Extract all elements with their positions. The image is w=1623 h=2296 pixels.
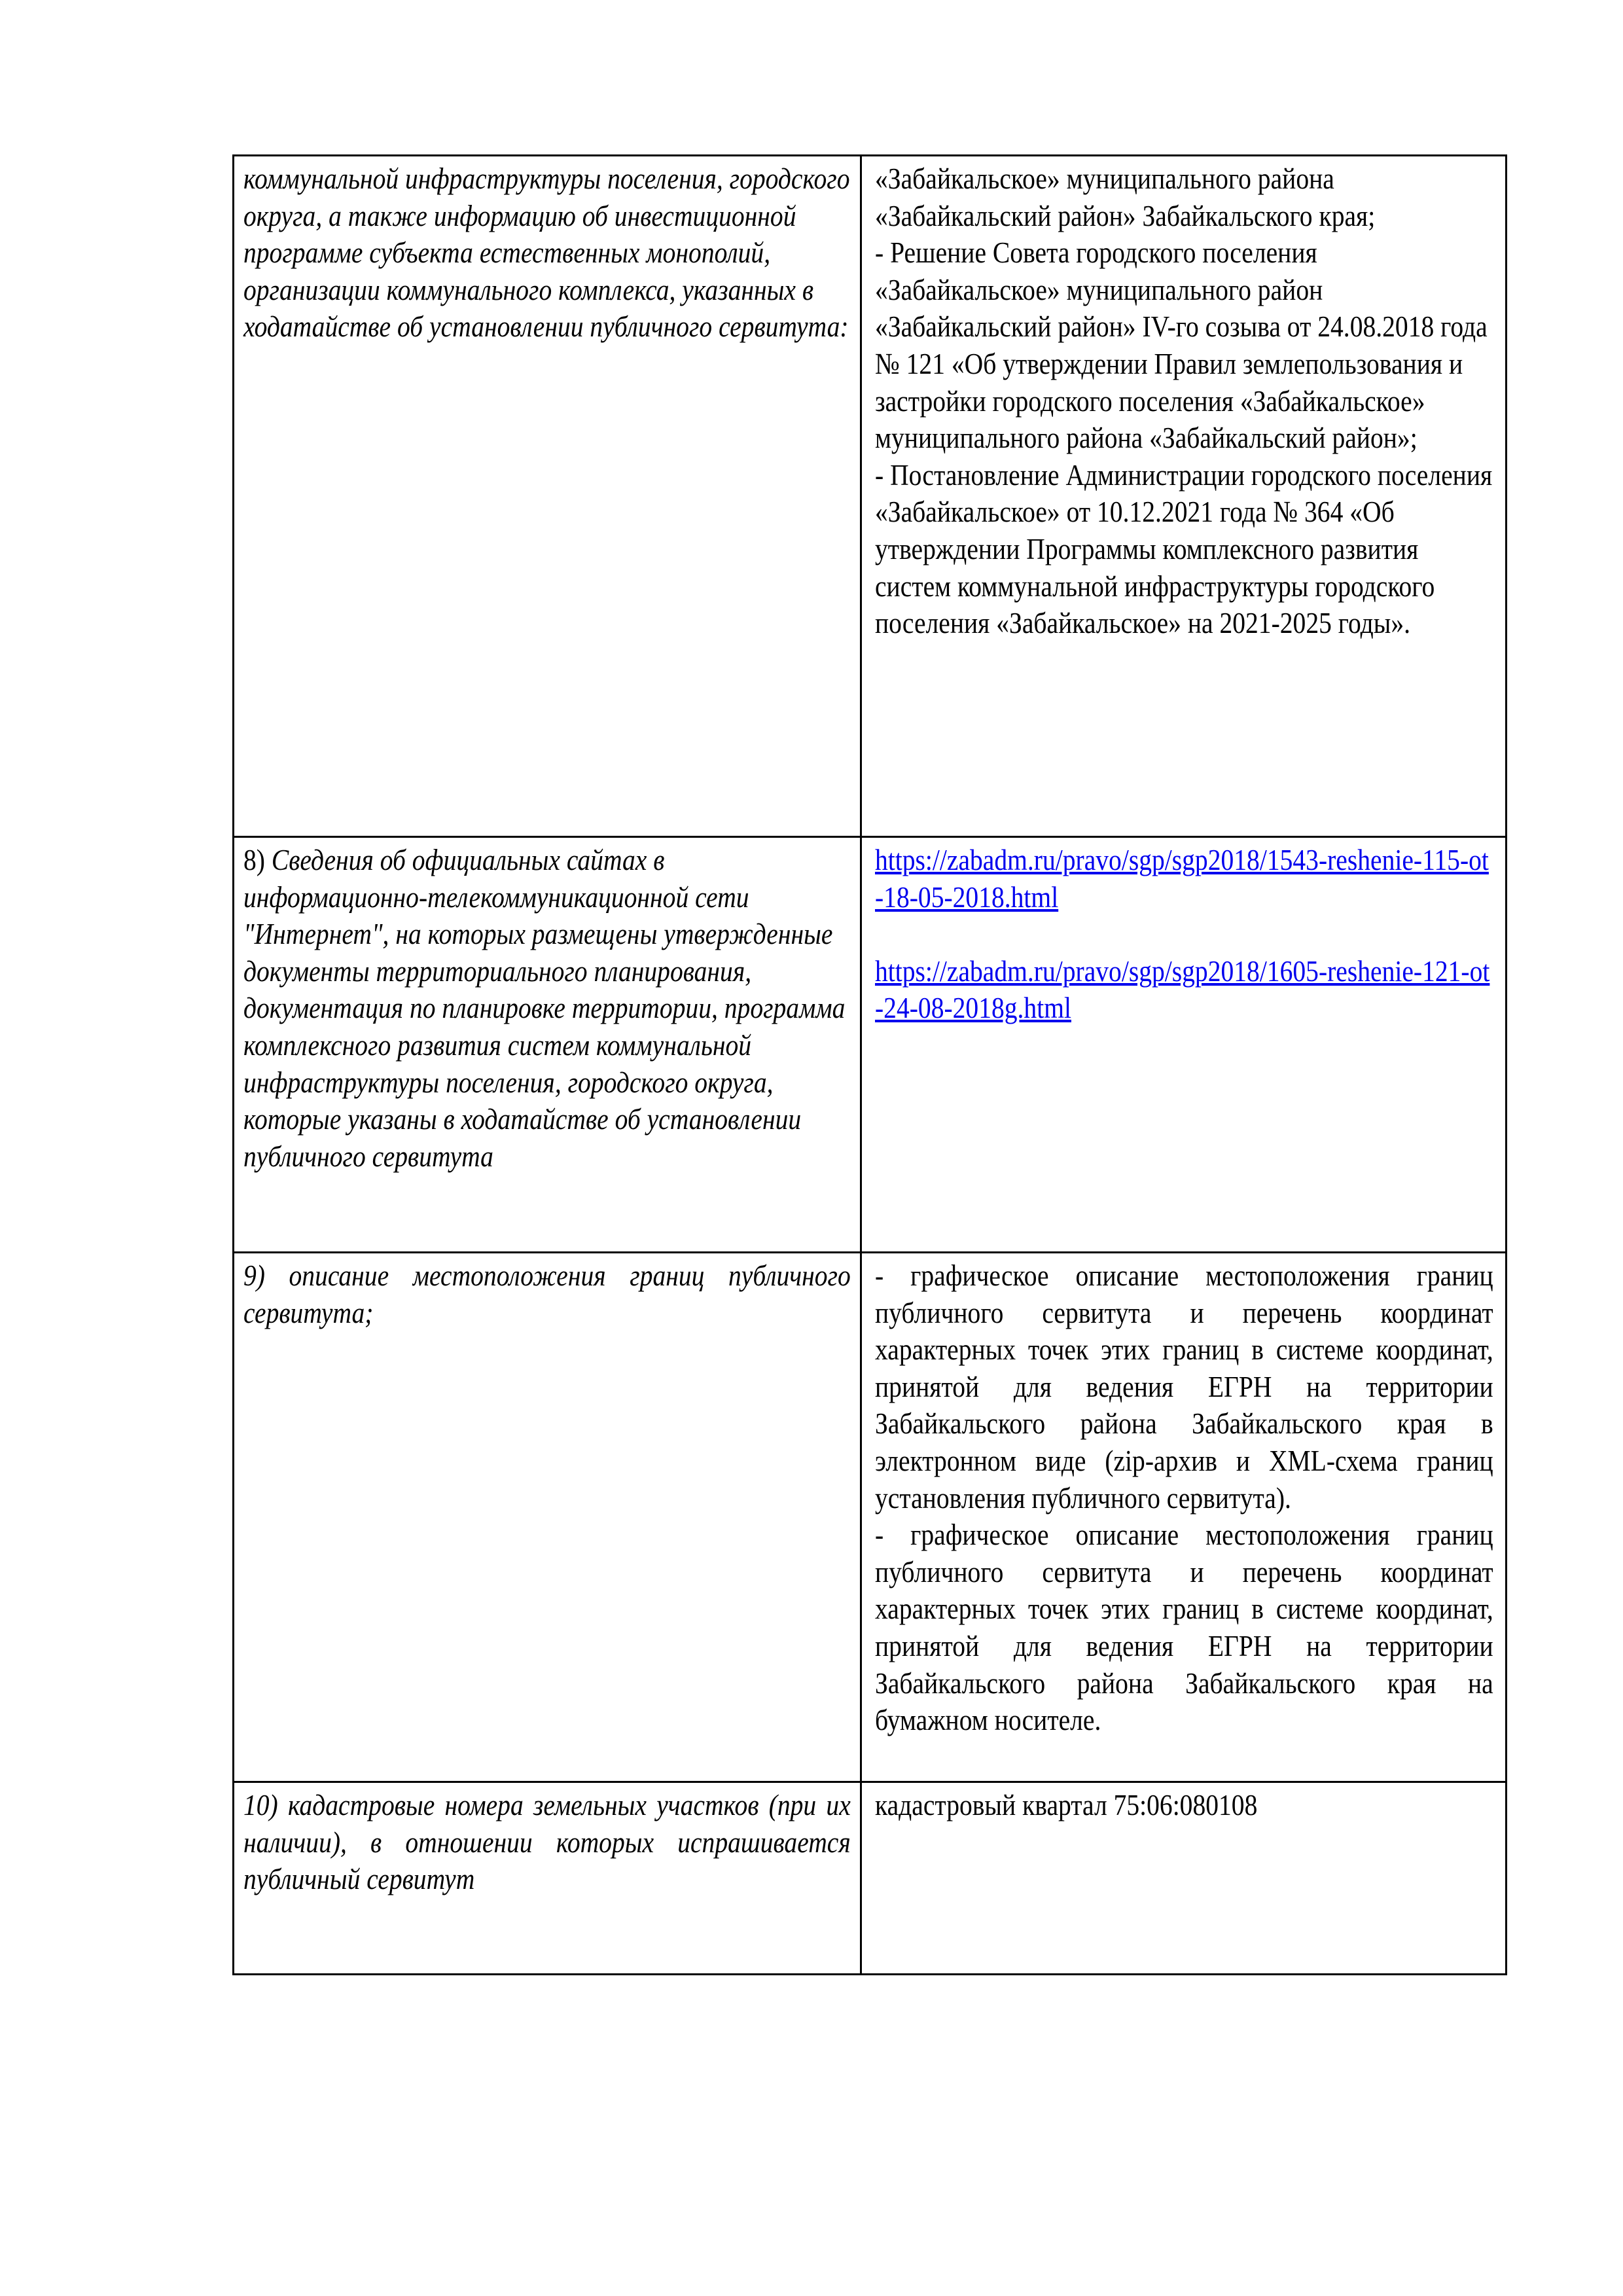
row-1-value-paragraph: - Решение Совета городского поселения «Забайкальское» муниципального район «Забайкальский район» IV-го созыва от 24.08.2018 года № 121 «Об утверждении Правил землепользования и застройки городского поселения «Забайкальское» муниципального района «Забайкальский район»; (875, 236, 1488, 455)
row-4-label-cell (234, 1782, 861, 1975)
row-3-value-paragraph: - графическое описание местоположения границ публичного сервитута и перечень координат характерных точек этих границ в системе координат, принятой для ведения ЕГРН на территории Забайкальского района Забайкальского края на бумажном носителе. (875, 1518, 1493, 1737)
official-site-link-1[interactable]: https://zabadm.ru/pravo/sgp/sgp2018/1543-reshenie-115-ot-18-05-2018.html (875, 843, 1489, 914)
row-1-label-cell (234, 156, 861, 837)
table-row (234, 1253, 1507, 1782)
row-1-value-paragraph: - Постановление Администрации городского поселения «Забайкальское» от 10.12.2021 года № 364 «Об утверждении Программы комплексного развития систем коммунальной инфраструктуры городского поселения «Забайкальское» на 2021-2025 годы». (875, 457, 1493, 640)
table-row (234, 156, 1507, 837)
row-2-label-cell (234, 837, 861, 1253)
row-3-label-text: 9) описание местоположения границ публичного сервитута; (243, 1259, 851, 1329)
row-4-label-text: 10) кадастровые номера земельных участков (при их наличии), в отношении которых испрашивается публичный сервитут (243, 1788, 851, 1896)
row-1-value-cell (861, 156, 1507, 837)
row-2-label-text: Сведения об официальных сайтах в информационно-телекоммуникационной сети "Интернет", на которых размещены утвержденные документы территориального планирования, документация по планировке территории, программа комплексного развития систем коммунальной инфраструктуры поселения, городского округа, которые указаны в ходатайстве об установлении публичного сервитута (243, 843, 846, 1173)
row-2-number: 8) (243, 843, 265, 876)
row-3-label-cell (234, 1253, 861, 1782)
row-3-value-cell (861, 1253, 1507, 1782)
table-row (234, 1782, 1507, 1975)
row-2-value-cell (861, 837, 1507, 1253)
official-site-link-2[interactable]: https://zabadm.ru/pravo/sgp/sgp2018/1605-reshenie-121-ot-24-08-2018g.html (875, 954, 1490, 1025)
row-1-label-text: коммунальной инфраструктуры поселения, городского округа, а также информацию об инвестиционной программе субъекта естественных монополий, организации коммунального комплекса, указанных в ходатайстве об установлении публичного сервитута: (243, 162, 850, 344)
cadastral-quarter-value: кадастровый квартал 75:06:080108 (875, 1788, 1258, 1821)
row-3-value-paragraph: - графическое описание местоположения границ публичного сервитута и перечень координат характерных точек этих границ в системе координат, принятой для ведения ЕГРН на территории Забайкальского района Забайкальского края в электронном виде (zip-архив и XML-схема границ установления публичного сервитута). (875, 1259, 1493, 1515)
table-row (234, 837, 1507, 1253)
row-4-value-cell (861, 1782, 1507, 1975)
spacer (875, 916, 1493, 953)
servitude-info-table (232, 154, 1507, 1975)
row-1-value-paragraph: «Забайкальское» муниципального района «Забайкальский район» Забайкальского края; (875, 162, 1376, 232)
